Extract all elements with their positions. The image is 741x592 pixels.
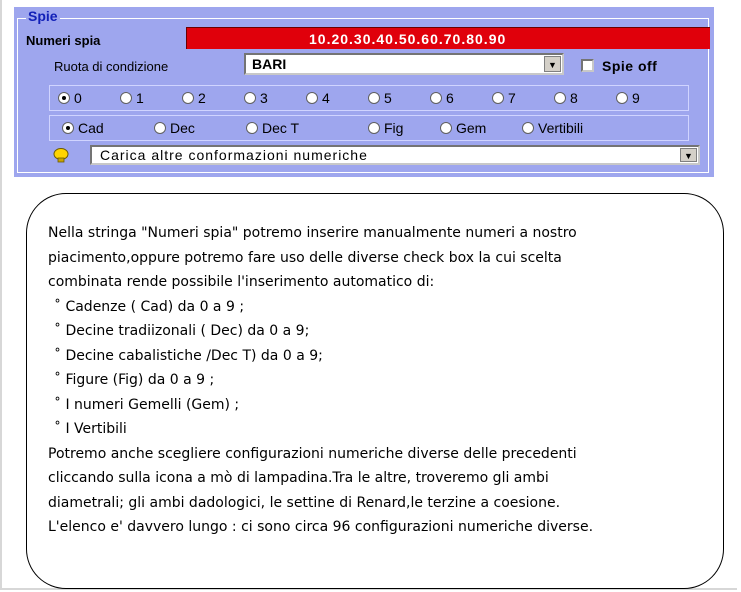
- note-line: combinata rende possibile l'inserimento automatico di:: [48, 274, 435, 290]
- radio-digit-7[interactable]: 7: [492, 90, 516, 106]
- ruota-value: BARI: [252, 56, 287, 72]
- note-line: Potremo anche scegliere configurazioni numeriche diverse delle precedenti: [48, 445, 577, 462]
- radio-digit-6[interactable]: 6: [430, 90, 454, 106]
- radio-button-icon: [368, 122, 380, 134]
- numeri-spia-field[interactable]: 10.20.30.40.50.60.70.80.90: [186, 27, 710, 49]
- radio-digit-1[interactable]: 1: [120, 90, 144, 106]
- digit-radio-group: [49, 85, 689, 111]
- radio-button-icon: [154, 122, 166, 134]
- note-bullet: ˚ Cadenze ( Cad) da 0 a 9 ;: [54, 298, 245, 315]
- note-line: Nella stringa "Numeri spia" potremo inserire manualmente numeri a nostro: [48, 225, 577, 241]
- spie-panel: [14, 6, 714, 177]
- radio-button-icon: [182, 92, 194, 104]
- spie-group-title: Spie: [28, 8, 58, 24]
- radio-button-icon: [246, 122, 258, 134]
- radio-button-icon: [58, 92, 70, 104]
- carica-value: Carica altre conformazioni numeriche: [100, 147, 368, 163]
- note-line: diametrali; gli ambi dadologici, le settine di Renard,le terzine a coesione.: [48, 494, 561, 511]
- note-line: cliccando sulla icona a mò di lampadina.Tra le altre, troveremo gli ambi: [48, 470, 549, 486]
- radio-mode-vertibili[interactable]: Vertibili: [522, 120, 583, 136]
- ruota-label: Ruota di condizione: [54, 59, 169, 74]
- radio-mode-cad[interactable]: Cad: [62, 120, 104, 136]
- note-bullet: ˚ Decine tradiizonali ( Dec) da 0 a 9;: [54, 323, 310, 339]
- radio-digit-8[interactable]: 8: [554, 90, 578, 106]
- chevron-down-icon[interactable]: ▼: [544, 56, 561, 72]
- radio-button-icon: [522, 122, 534, 134]
- radio-digit-4[interactable]: 4: [306, 90, 330, 106]
- radio-mode-gem[interactable]: Gem: [440, 120, 486, 136]
- radio-button-icon: [244, 92, 256, 104]
- note-bullet: ˚ Figure (Fig) da 0 a 9 ;: [54, 372, 215, 388]
- note-bullet: ˚ I numeri Gemelli (Gem) ;: [54, 396, 240, 413]
- ruota-select[interactable]: [244, 53, 564, 75]
- radio-digit-0[interactable]: 0: [58, 90, 82, 106]
- radio-button-icon: [430, 92, 442, 104]
- lightbulb-icon[interactable]: [52, 148, 70, 164]
- radio-button-icon: [368, 92, 380, 104]
- note-bullet: ˚ I Vertibili: [54, 421, 127, 437]
- radio-mode-dec-t[interactable]: Dec T: [246, 120, 299, 136]
- note-line: piacimento,oppure potremo fare uso delle diverse check box la cui scelta: [48, 249, 562, 266]
- radio-digit-3[interactable]: 3: [244, 90, 268, 106]
- spie-off-checkbox[interactable]: [581, 59, 594, 72]
- radio-button-icon: [440, 122, 452, 134]
- note-line: L'elenco e' davvero lungo : ci sono circa 96 configurazioni numeriche diverse.: [48, 519, 594, 535]
- radio-button-icon: [616, 92, 628, 104]
- mode-radio-group: [49, 115, 689, 141]
- chevron-down-icon[interactable]: ▼: [680, 148, 697, 162]
- spie-off-label: Spie off: [602, 58, 658, 74]
- radio-mode-fig[interactable]: Fig: [368, 120, 403, 136]
- note-bullet: ˚ Decine cabalistiche /Dec T) da 0 a 9;: [54, 347, 323, 364]
- numeri-spia-label: Numeri spia: [26, 33, 101, 48]
- radio-button-icon: [62, 122, 74, 134]
- carica-conformazioni-select[interactable]: [90, 145, 700, 165]
- radio-button-icon: [120, 92, 132, 104]
- radio-digit-2[interactable]: 2: [182, 90, 206, 106]
- radio-button-icon: [306, 92, 318, 104]
- radio-digit-5[interactable]: 5: [368, 90, 392, 106]
- radio-button-icon: [554, 92, 566, 104]
- radio-mode-dec[interactable]: Dec: [154, 120, 195, 136]
- note-text: [48, 221, 728, 540]
- radio-button-icon: [492, 92, 504, 104]
- radio-digit-9[interactable]: 9: [616, 90, 640, 106]
